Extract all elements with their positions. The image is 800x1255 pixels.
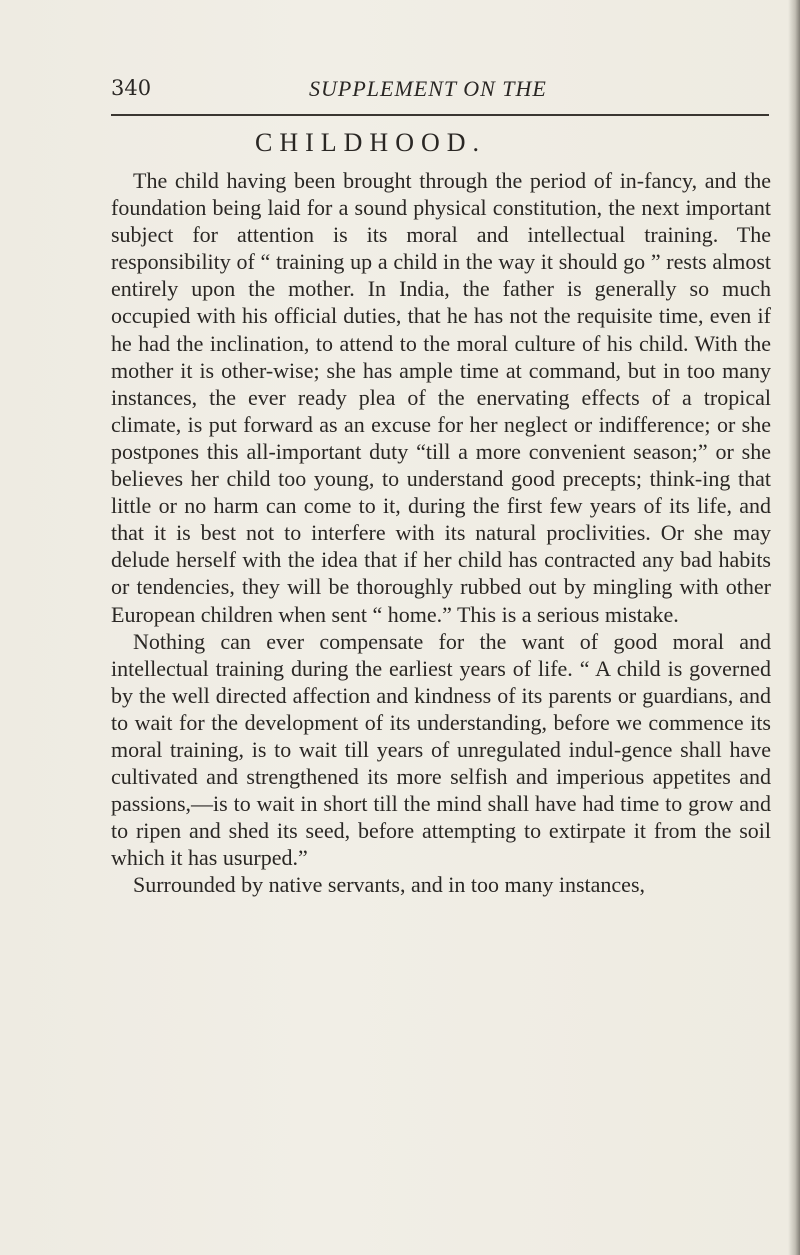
page-header [111,72,771,106]
body-text [111,167,771,899]
header-rule [111,114,769,116]
page-edge-shadow [788,0,800,1255]
paragraph: The child having been brought through the period of in-fancy, and the foundation being laid for a sound physical constitution, the next important subject for attention is its moral and intellectual training. The responsibility of “ training up a child in the way it should go ” rests almost entirely upon the mother. In India, the father is generally so much occupied with his official duties, that he has not the requisite time, even if he had the inclination, to attend to the moral culture of his child. With the mother it is other-wise; she has ample time at command, but in too many instances, the ever ready plea of the enervating effects of a tropical climate, is put forward as an excuse for her neglect or indifference; or she postpones this all-important duty “till a more convenient season;” or she believes her child too young, to understand good precepts; think-ing that little or no harm can come to it, during the first few years of its life, and that it is best not to interfere with its natural proclivities. Or she may delude herself with the idea that if her child has contracted any bad habits or tendencies, they will be thoroughly rubbed out by mingling with other European children when sent “ home.” This is a serious mistake. [111,168,771,627]
page-number: 340 [111,76,152,100]
paragraph: Nothing can ever compensate for the want of good moral and intellectual training during the earliest years of life. “ A child is governed by the well directed affection and kindness of its parents or guardians, and to wait for the development of its understanding, before we commence its moral training, is to wait till years of unregulated indul-gence shall have cultivated and strengthened its more selfish and imperious appetites and passions,—is to wait in short till the mind shall have had time to grow and to ripen and shed its seed, before attempting to extirpate it from the soil which it has usurped.” [111,628,771,871]
paragraph: Surrounded by native servants, and in too many instances, [133,872,646,898]
running-head: SUPPLEMENT ON THE [309,76,547,101]
section-title: CHILDHOOD. [255,128,487,157]
